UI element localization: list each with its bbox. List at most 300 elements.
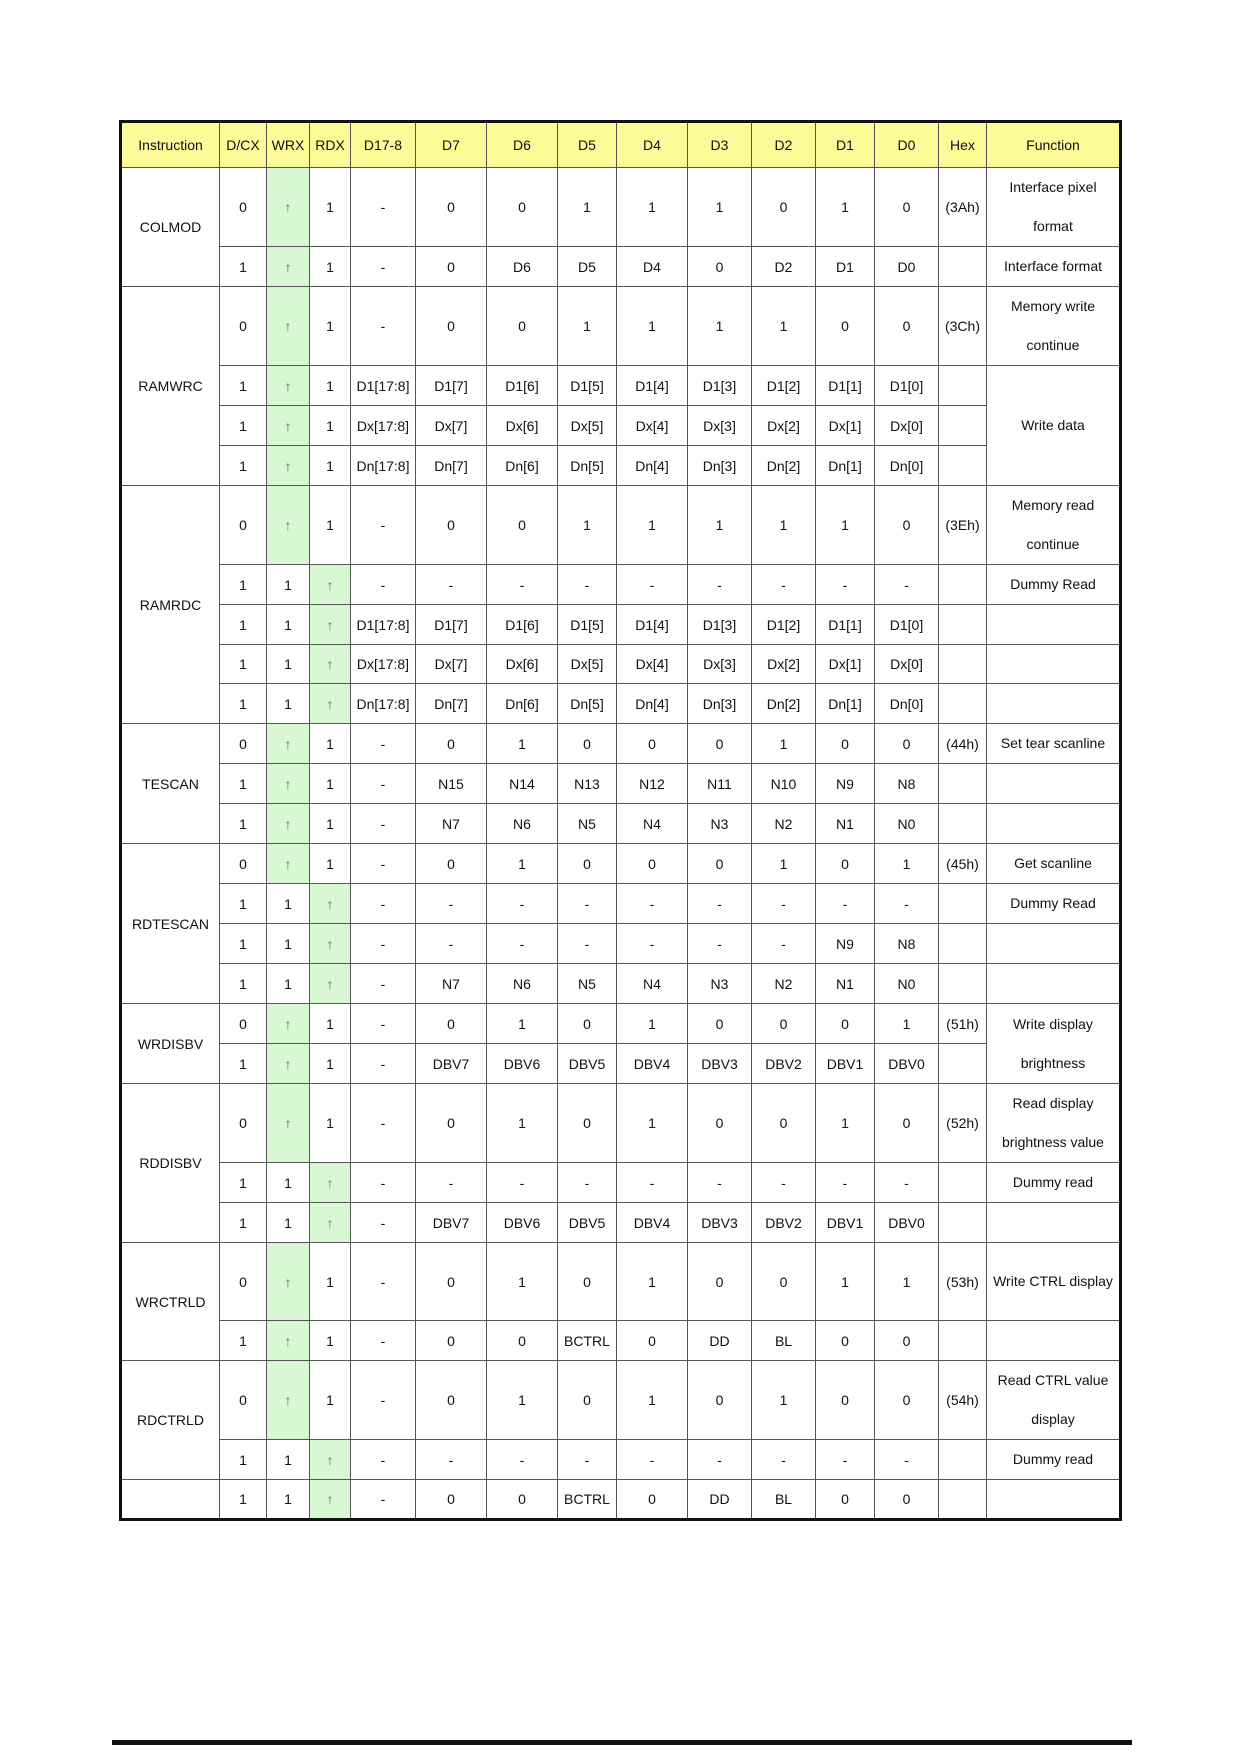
table-row <box>121 446 1121 486</box>
table-cell: - <box>688 1440 752 1480</box>
table-cell: 0 <box>688 724 752 764</box>
table-row <box>121 764 1121 804</box>
table-cell: - <box>816 1440 875 1480</box>
table-cell: - <box>416 565 487 605</box>
table-cell: DBV6 <box>487 1203 558 1243</box>
instruction-name: RDCTRLD <box>121 1361 220 1480</box>
table-cell: - <box>558 924 617 964</box>
table-cell: N0 <box>875 804 939 844</box>
rdx-cell: 1 <box>310 1084 351 1163</box>
table-cell: N9 <box>816 924 875 964</box>
hex-code: (53h) <box>939 1243 987 1321</box>
table-cell: - <box>617 1163 688 1203</box>
table-cell: 1 <box>220 1163 267 1203</box>
table-cell: N15 <box>416 764 487 804</box>
table-cell: - <box>688 884 752 924</box>
column-header: D17-8 <box>351 122 416 168</box>
wrx-strobe-arrow: ↑ <box>267 1004 310 1044</box>
wrx-strobe-arrow: ↑ <box>267 804 310 844</box>
table-cell: - <box>688 565 752 605</box>
table-cell: - <box>875 1163 939 1203</box>
table-cell: 0 <box>487 486 558 565</box>
table-row <box>121 1480 1121 1520</box>
table-cell: Dx[3] <box>688 406 752 446</box>
hex-code <box>939 366 987 406</box>
table-cell: - <box>351 884 416 924</box>
table-cell: Dx[1] <box>816 406 875 446</box>
hex-code <box>939 605 987 645</box>
table-cell: DBV0 <box>875 1203 939 1243</box>
table-cell: N5 <box>558 804 617 844</box>
table-cell: - <box>558 565 617 605</box>
table-cell: DBV4 <box>617 1044 688 1084</box>
function-description: Read display brightness value <box>987 1084 1121 1163</box>
table-cell: 1 <box>617 486 688 565</box>
table-cell: 0 <box>558 1084 617 1163</box>
table-cell: 0 <box>416 844 487 884</box>
table-cell: 0 <box>617 1321 688 1361</box>
table-cell: - <box>351 1480 416 1520</box>
table-cell: 0 <box>220 724 267 764</box>
table-cell: Dx[0] <box>875 406 939 446</box>
table-cell: 0 <box>416 1361 487 1440</box>
rdx-cell: 1 <box>310 844 351 884</box>
wrx-cell: 1 <box>267 964 310 1004</box>
wrx-cell: 1 <box>267 1440 310 1480</box>
table-cell: - <box>617 565 688 605</box>
table-cell: 0 <box>752 1084 816 1163</box>
hex-code <box>939 645 987 684</box>
table-cell: 1 <box>558 287 617 366</box>
rdx-cell: 1 <box>310 764 351 804</box>
table-cell: 1 <box>752 844 816 884</box>
function-description: Memory read continue <box>987 486 1121 565</box>
table-cell: 0 <box>688 247 752 287</box>
table-cell: D1[4] <box>617 366 688 406</box>
table-cell: DBV1 <box>816 1044 875 1084</box>
table-cell: N10 <box>752 764 816 804</box>
table-cell: N1 <box>816 964 875 1004</box>
table-row <box>121 287 1121 366</box>
table-cell: N4 <box>617 964 688 1004</box>
column-header: D3 <box>688 122 752 168</box>
table-row <box>121 924 1121 964</box>
instruction-name: TESCAN <box>121 724 220 844</box>
table-cell: 1 <box>220 684 267 724</box>
table-cell: 0 <box>220 1084 267 1163</box>
table-cell: - <box>752 1163 816 1203</box>
table-cell: 0 <box>220 486 267 565</box>
hex-code: (3Ah) <box>939 168 987 247</box>
wrx-cell: 1 <box>267 1163 310 1203</box>
table-cell: 0 <box>487 287 558 366</box>
table-cell: DD <box>688 1480 752 1520</box>
function-description <box>987 804 1121 844</box>
table-cell: Dx[0] <box>875 645 939 684</box>
table-cell: Dn[4] <box>617 446 688 486</box>
table-row <box>121 486 1121 565</box>
table-cell: Dn[6] <box>487 446 558 486</box>
table-cell: - <box>351 1004 416 1044</box>
table-cell: 0 <box>220 1361 267 1440</box>
table-cell: 0 <box>875 1084 939 1163</box>
table-cell: - <box>351 964 416 1004</box>
column-header: Instruction <box>121 122 220 168</box>
table-row <box>121 1243 1121 1321</box>
function-description: Write data <box>987 366 1121 486</box>
table-cell: Dn[17:8] <box>351 446 416 486</box>
table-cell: N2 <box>752 804 816 844</box>
hex-code <box>939 247 987 287</box>
table-cell: N14 <box>487 764 558 804</box>
table-row <box>121 247 1121 287</box>
instruction-name: RDDISBV <box>121 1084 220 1243</box>
table-cell: 0 <box>875 486 939 565</box>
table-cell: 1 <box>816 486 875 565</box>
wrx-strobe-arrow: ↑ <box>267 844 310 884</box>
function-description <box>987 924 1121 964</box>
table-cell: N5 <box>558 964 617 1004</box>
table-cell: 0 <box>416 168 487 247</box>
table-cell: DBV0 <box>875 1044 939 1084</box>
wrx-strobe-arrow: ↑ <box>267 486 310 565</box>
wrx-cell: 1 <box>267 1480 310 1520</box>
table-cell: Dn[5] <box>558 684 617 724</box>
table-cell: Dn[1] <box>816 684 875 724</box>
table-cell: 0 <box>816 844 875 884</box>
table-cell: N0 <box>875 964 939 1004</box>
wrx-strobe-arrow: ↑ <box>267 287 310 366</box>
table-cell: - <box>351 924 416 964</box>
wrx-strobe-arrow: ↑ <box>267 764 310 804</box>
instruction-name <box>121 1480 220 1520</box>
table-cell: 1 <box>617 287 688 366</box>
instruction-name: COLMOD <box>121 168 220 287</box>
table-cell: N6 <box>487 804 558 844</box>
function-description <box>987 1480 1121 1520</box>
function-description: Get scanline <box>987 844 1121 884</box>
table-cell: 0 <box>416 1243 487 1321</box>
table-cell: Dx[1] <box>816 645 875 684</box>
rdx-strobe-arrow: ↑ <box>310 884 351 924</box>
table-cell: 1 <box>487 1361 558 1440</box>
table-cell: - <box>351 764 416 804</box>
table-cell: - <box>816 1163 875 1203</box>
column-header: D0 <box>875 122 939 168</box>
hex-code <box>939 406 987 446</box>
wrx-cell: 1 <box>267 924 310 964</box>
table-cell: DBV7 <box>416 1203 487 1243</box>
table-cell: 1 <box>875 1243 939 1321</box>
table-cell: DBV2 <box>752 1203 816 1243</box>
table-cell: Dx[3] <box>688 645 752 684</box>
table-cell: 1 <box>752 1361 816 1440</box>
hex-code <box>939 1321 987 1361</box>
hex-code: (52h) <box>939 1084 987 1163</box>
hex-code: (45h) <box>939 844 987 884</box>
rdx-strobe-arrow: ↑ <box>310 1480 351 1520</box>
table-cell: N3 <box>688 804 752 844</box>
table-cell: - <box>487 884 558 924</box>
table-row <box>121 884 1121 924</box>
table-cell: N13 <box>558 764 617 804</box>
table-row <box>121 844 1121 884</box>
rdx-cell: 1 <box>310 1044 351 1084</box>
table-cell: Dn[6] <box>487 684 558 724</box>
hex-code: (44h) <box>939 724 987 764</box>
rdx-strobe-arrow: ↑ <box>310 565 351 605</box>
table-cell: - <box>558 1440 617 1480</box>
table-cell: 1 <box>558 486 617 565</box>
table-cell: N3 <box>688 964 752 1004</box>
table-cell: 0 <box>875 724 939 764</box>
table-cell: - <box>617 924 688 964</box>
table-cell: - <box>688 924 752 964</box>
table-cell: 0 <box>875 1480 939 1520</box>
table-cell: 1 <box>487 724 558 764</box>
hex-code <box>939 446 987 486</box>
table-cell: - <box>752 565 816 605</box>
hex-code: (51h) <box>939 1004 987 1044</box>
hex-code <box>939 1480 987 1520</box>
table-cell: 0 <box>220 287 267 366</box>
table-cell: 0 <box>688 1004 752 1044</box>
hex-code <box>939 1044 987 1084</box>
table-cell: D1[6] <box>487 605 558 645</box>
table-cell: 0 <box>752 1004 816 1044</box>
table-cell: 0 <box>816 287 875 366</box>
table-cell: 0 <box>416 287 487 366</box>
table-cell: 0 <box>816 1004 875 1044</box>
page-footer-rule <box>112 1740 1132 1745</box>
column-header: Hex <box>939 122 987 168</box>
table-cell: D1[17:8] <box>351 366 416 406</box>
table-cell: 1 <box>816 168 875 247</box>
table-cell: DBV2 <box>752 1044 816 1084</box>
table-cell: 1 <box>752 486 816 565</box>
table-cell: - <box>351 565 416 605</box>
table-cell: N8 <box>875 924 939 964</box>
table-cell: 1 <box>220 1480 267 1520</box>
table-cell: Dn[17:8] <box>351 684 416 724</box>
table-cell: 1 <box>220 1440 267 1480</box>
table-cell: Dx[4] <box>617 645 688 684</box>
table-row <box>121 565 1121 605</box>
function-description: Write CTRL display <box>987 1243 1121 1321</box>
instruction-name: RAMRDC <box>121 486 220 724</box>
table-cell: D1[2] <box>752 605 816 645</box>
table-cell: 0 <box>487 168 558 247</box>
table-cell: - <box>351 1203 416 1243</box>
hex-code <box>939 924 987 964</box>
table-cell: - <box>816 565 875 605</box>
table-cell: 0 <box>816 1480 875 1520</box>
function-description: Set tear scanline <box>987 724 1121 764</box>
rdx-cell: 1 <box>310 446 351 486</box>
function-description: Dummy Read <box>987 884 1121 924</box>
table-cell: DBV1 <box>816 1203 875 1243</box>
column-header: D1 <box>816 122 875 168</box>
table-cell: N4 <box>617 804 688 844</box>
table-cell: 1 <box>617 1084 688 1163</box>
table-cell: D1[0] <box>875 366 939 406</box>
hex-code: (3Ch) <box>939 287 987 366</box>
table-cell: D1[2] <box>752 366 816 406</box>
rdx-strobe-arrow: ↑ <box>310 924 351 964</box>
table-cell: N2 <box>752 964 816 1004</box>
table-cell: DD <box>688 1321 752 1361</box>
rdx-cell: 1 <box>310 287 351 366</box>
table-cell: - <box>617 1440 688 1480</box>
table-row <box>121 366 1121 406</box>
table-cell: 1 <box>220 884 267 924</box>
wrx-cell: 1 <box>267 884 310 924</box>
table-row <box>121 964 1121 1004</box>
table-cell: 0 <box>487 1321 558 1361</box>
table-cell: Dn[5] <box>558 446 617 486</box>
table-row <box>121 645 1121 684</box>
table-cell: 1 <box>220 247 267 287</box>
function-description <box>987 645 1121 684</box>
wrx-strobe-arrow: ↑ <box>267 1361 310 1440</box>
table-cell: 1 <box>220 804 267 844</box>
table-cell: D4 <box>617 247 688 287</box>
hex-code <box>939 884 987 924</box>
rdx-cell: 1 <box>310 247 351 287</box>
table-cell: 0 <box>816 1361 875 1440</box>
table-row <box>121 406 1121 446</box>
wrx-cell: 1 <box>267 1203 310 1243</box>
function-description <box>987 1321 1121 1361</box>
instruction-name: WRDISBV <box>121 1004 220 1084</box>
table-cell: 0 <box>617 724 688 764</box>
table-cell: 1 <box>220 645 267 684</box>
table-cell: - <box>487 924 558 964</box>
table-cell: Dn[2] <box>752 684 816 724</box>
function-description <box>987 605 1121 645</box>
function-description: Write display brightness <box>987 1004 1121 1084</box>
table-row <box>121 168 1121 247</box>
wrx-cell: 1 <box>267 645 310 684</box>
table-cell: Dx[7] <box>416 645 487 684</box>
table-row <box>121 1361 1121 1440</box>
table-cell: 1 <box>558 168 617 247</box>
table-cell: - <box>875 884 939 924</box>
table-cell: D1[4] <box>617 605 688 645</box>
function-description <box>987 764 1121 804</box>
table-cell: 1 <box>688 168 752 247</box>
table-cell: Dn[7] <box>416 684 487 724</box>
function-description: Dummy Read <box>987 565 1121 605</box>
table-cell: - <box>416 1440 487 1480</box>
table-cell: 0 <box>617 844 688 884</box>
table-cell: - <box>351 1044 416 1084</box>
wrx-strobe-arrow: ↑ <box>267 366 310 406</box>
table-cell: 0 <box>416 486 487 565</box>
table-cell: Dn[3] <box>688 684 752 724</box>
hex-code <box>939 764 987 804</box>
table-cell: - <box>351 287 416 366</box>
table-cell: Dx[5] <box>558 406 617 446</box>
table-cell: 0 <box>688 1084 752 1163</box>
table-cell: D1[3] <box>688 366 752 406</box>
table-cell: 0 <box>416 1084 487 1163</box>
table-cell: Dn[1] <box>816 446 875 486</box>
table-cell: BCTRL <box>558 1321 617 1361</box>
table-cell: 1 <box>617 1243 688 1321</box>
table-cell: 1 <box>220 605 267 645</box>
table-cell: DBV5 <box>558 1203 617 1243</box>
column-header: D7 <box>416 122 487 168</box>
hex-code <box>939 1163 987 1203</box>
table-cell: D1[7] <box>416 366 487 406</box>
table-row <box>121 724 1121 764</box>
table-cell: 1 <box>220 1044 267 1084</box>
table-cell: 0 <box>558 724 617 764</box>
column-header: D/CX <box>220 122 267 168</box>
rdx-cell: 1 <box>310 1004 351 1044</box>
table-cell: Dx[17:8] <box>351 645 416 684</box>
table-cell: 0 <box>875 1361 939 1440</box>
table-cell: DBV5 <box>558 1044 617 1084</box>
table-cell: 0 <box>875 1321 939 1361</box>
column-header: RDX <box>310 122 351 168</box>
table-cell: Dx[6] <box>487 406 558 446</box>
table-cell: - <box>351 844 416 884</box>
table-cell: 0 <box>752 168 816 247</box>
table-cell: 0 <box>816 1321 875 1361</box>
table-cell: 0 <box>875 168 939 247</box>
table-cell: 0 <box>875 287 939 366</box>
rdx-cell: 1 <box>310 1321 351 1361</box>
instruction-table <box>119 120 1122 1521</box>
table-cell: 1 <box>220 764 267 804</box>
table-cell: D1 <box>816 247 875 287</box>
instruction-name: RAMWRC <box>121 287 220 486</box>
table-cell: BCTRL <box>558 1480 617 1520</box>
table-cell: - <box>351 1163 416 1203</box>
table-cell: Dx[6] <box>487 645 558 684</box>
wrx-cell: 1 <box>267 605 310 645</box>
table-row <box>121 1084 1121 1163</box>
table-cell: - <box>416 924 487 964</box>
table-cell: DBV3 <box>688 1203 752 1243</box>
wrx-strobe-arrow: ↑ <box>267 1084 310 1163</box>
table-cell: 0 <box>416 724 487 764</box>
table-cell: 0 <box>416 1321 487 1361</box>
table-cell: 1 <box>617 1004 688 1044</box>
table-cell: - <box>752 884 816 924</box>
table-cell: D1[7] <box>416 605 487 645</box>
wrx-strobe-arrow: ↑ <box>267 724 310 764</box>
function-description: Dummy read <box>987 1163 1121 1203</box>
wrx-strobe-arrow: ↑ <box>267 406 310 446</box>
table-cell: D1[17:8] <box>351 605 416 645</box>
table-cell: 1 <box>688 486 752 565</box>
table-cell: 0 <box>617 1480 688 1520</box>
table-cell: 0 <box>416 247 487 287</box>
table-cell: DBV7 <box>416 1044 487 1084</box>
table-cell: - <box>351 1084 416 1163</box>
table-cell: 1 <box>752 287 816 366</box>
table-cell: Dx[17:8] <box>351 406 416 446</box>
table-cell: DBV6 <box>487 1044 558 1084</box>
column-header: D2 <box>752 122 816 168</box>
wrx-strobe-arrow: ↑ <box>267 1243 310 1321</box>
table-cell: 1 <box>816 1243 875 1321</box>
table-cell: D1[3] <box>688 605 752 645</box>
column-header: WRX <box>267 122 310 168</box>
